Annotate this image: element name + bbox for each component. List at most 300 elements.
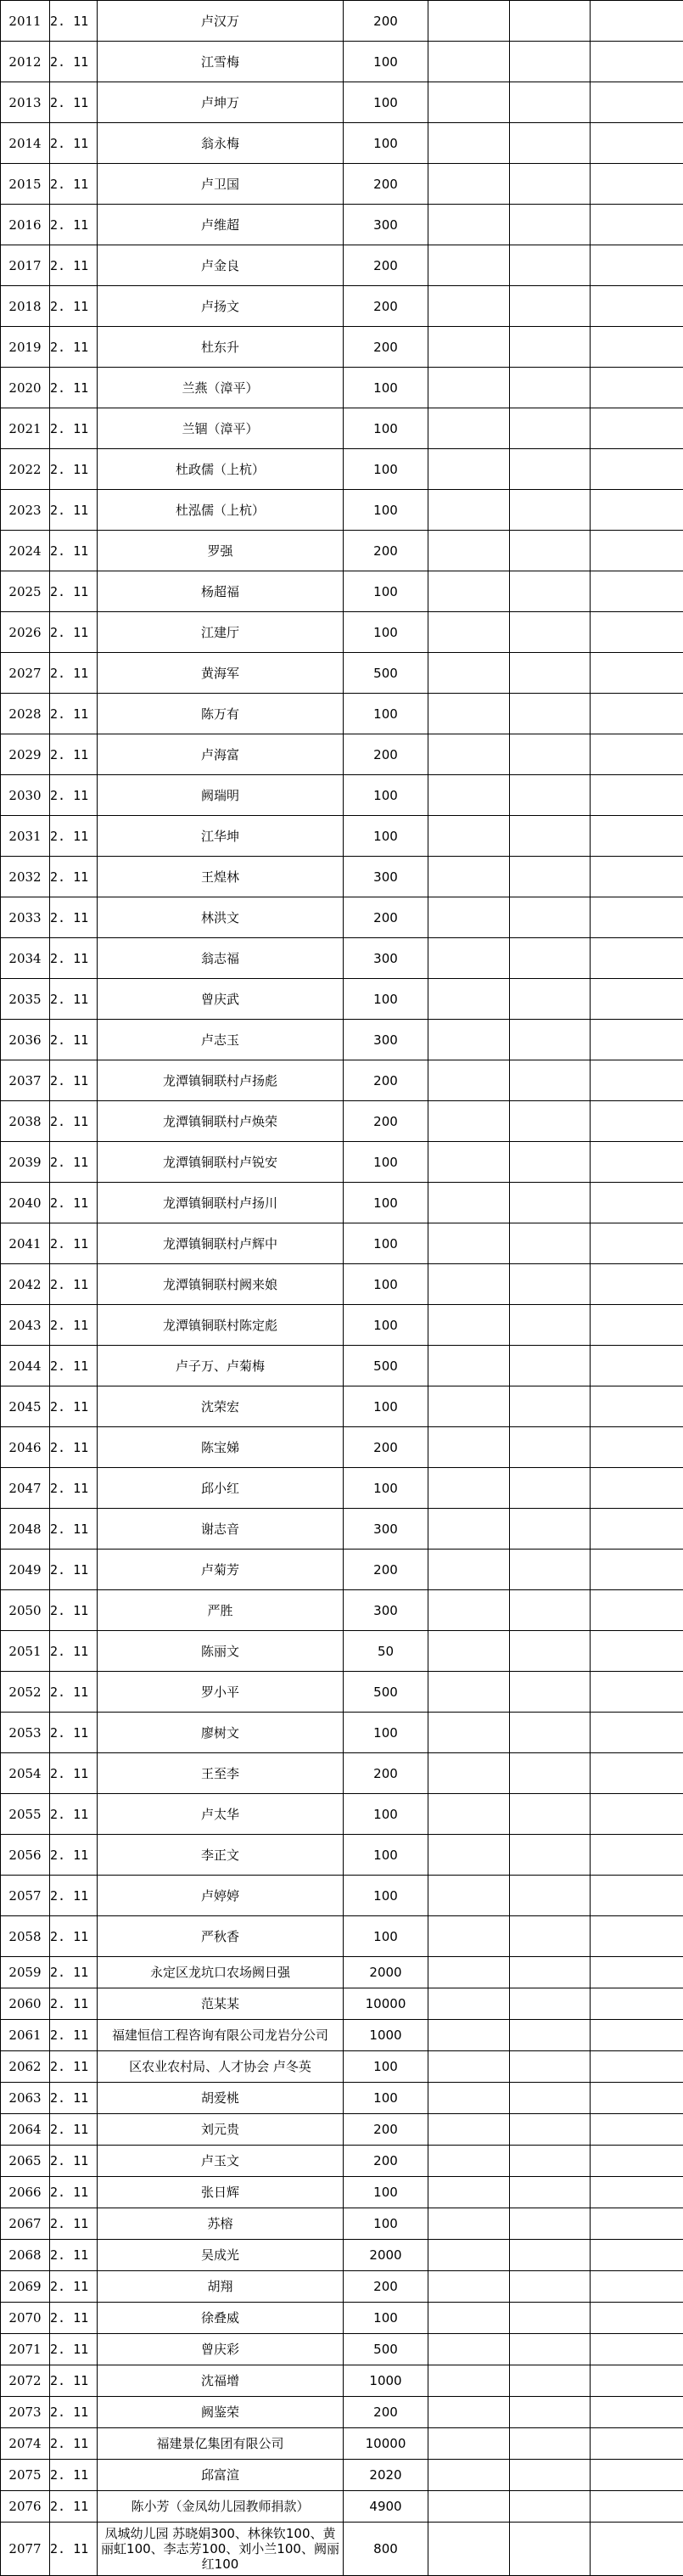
serial-number-cell: 2074 [1,2428,50,2460]
donor-name-cell: 龙潭镇铜联村卢扬川 [98,1183,344,1223]
serial-number-cell: 2042 [1,1264,50,1305]
empty-cell [591,1183,683,1223]
empty-cell [428,1223,510,1264]
table-row [1,653,683,694]
empty-cell [428,1631,510,1672]
empty-cell [428,1142,510,1183]
date-cell: 2. 11 [50,1020,98,1060]
empty-cell [510,2428,591,2460]
date-cell: 2. 11 [50,164,98,205]
serial-number-cell: 2054 [1,1753,50,1794]
donor-name-cell: 李正文 [98,1835,344,1876]
serial-number-cell: 2014 [1,123,50,164]
empty-cell [428,2303,510,2334]
date-cell: 2. 11 [50,1713,98,1753]
table-row [1,1305,683,1346]
empty-cell [510,2303,591,2334]
table-row [1,42,683,82]
date-cell: 2. 11 [50,2240,98,2271]
empty-cell [591,1753,683,1794]
serial-number-cell: 2015 [1,164,50,205]
empty-cell [510,123,591,164]
amount-cell: 300 [344,1509,428,1550]
empty-cell [428,1346,510,1386]
donor-name-cell: 张日辉 [98,2177,344,2208]
amount-cell: 100 [344,42,428,82]
donor-name-cell: 卢玉文 [98,2146,344,2177]
empty-cell [428,979,510,1020]
table-row [1,245,683,286]
amount-cell: 300 [344,205,428,245]
empty-cell [591,2271,683,2303]
empty-cell [591,2334,683,2365]
date-cell: 2. 11 [50,449,98,490]
serial-number-cell: 2056 [1,1835,50,1876]
empty-cell [428,612,510,653]
table-row [1,2460,683,2491]
empty-cell [428,531,510,571]
empty-cell [428,857,510,897]
empty-cell [428,897,510,938]
serial-number-cell: 2026 [1,612,50,653]
amount-cell: 100 [344,1223,428,1264]
empty-cell [591,1468,683,1509]
empty-cell [428,205,510,245]
date-cell: 2. 11 [50,408,98,449]
donor-name-cell: 杜政儒（上杭） [98,449,344,490]
date-cell: 2. 11 [50,897,98,938]
amount-cell: 500 [344,653,428,694]
donor-name-cell: 沈福增 [98,2365,344,2397]
empty-cell [428,2271,510,2303]
date-cell: 2. 11 [50,816,98,857]
serial-number-cell: 2059 [1,1957,50,1988]
empty-cell [591,2146,683,2177]
date-cell: 2. 11 [50,1,98,42]
serial-number-cell: 2066 [1,2177,50,2208]
empty-cell [510,816,591,857]
serial-number-cell: 2064 [1,2114,50,2146]
amount-cell: 200 [344,2114,428,2146]
date-cell: 2. 11 [50,1753,98,1794]
empty-cell [591,653,683,694]
empty-cell [428,1183,510,1223]
empty-cell [510,1876,591,1916]
empty-cell [428,1794,510,1835]
donor-name-cell: 杨超福 [98,571,344,612]
empty-cell [591,286,683,327]
table-row [1,694,683,734]
amount-cell: 100 [344,1916,428,1957]
amount-cell: 200 [344,2146,428,2177]
empty-cell [591,1590,683,1631]
serial-number-cell: 2030 [1,775,50,816]
serial-number-cell: 2029 [1,734,50,775]
date-cell: 2. 11 [50,245,98,286]
empty-cell [428,368,510,408]
date-cell: 2. 11 [50,1468,98,1509]
empty-cell [591,82,683,123]
empty-cell [510,775,591,816]
empty-cell [428,2083,510,2114]
serial-number-cell: 2063 [1,2083,50,2114]
date-cell: 2. 11 [50,612,98,653]
donor-name-cell: 严秋香 [98,1916,344,1957]
empty-cell [510,1060,591,1101]
empty-cell [428,2240,510,2271]
amount-cell: 200 [344,531,428,571]
table-row [1,1916,683,1957]
table-row [1,1672,683,1713]
serial-number-cell: 2017 [1,245,50,286]
table-row [1,327,683,368]
date-cell: 2. 11 [50,82,98,123]
empty-cell [591,1988,683,2020]
table-row [1,2208,683,2240]
table-row [1,368,683,408]
date-cell: 2. 11 [50,1590,98,1631]
empty-cell [510,857,591,897]
table-row [1,1427,683,1468]
empty-cell [591,1713,683,1753]
date-cell: 2. 11 [50,1876,98,1916]
empty-cell [510,2523,591,2576]
date-cell: 2. 11 [50,1101,98,1142]
empty-cell [510,1988,591,2020]
amount-cell: 300 [344,1020,428,1060]
empty-cell [591,2303,683,2334]
amount-cell: 100 [344,1386,428,1427]
donor-name-cell: 严胜 [98,1590,344,1631]
donor-name-cell: 曾庆彩 [98,2334,344,2365]
empty-cell [591,2114,683,2146]
date-cell: 2. 11 [50,2303,98,2334]
amount-cell: 200 [344,1,428,42]
empty-cell [510,2365,591,2397]
amount-cell: 200 [344,1101,428,1142]
amount-cell: 200 [344,734,428,775]
empty-cell [510,2020,591,2051]
donor-name-cell: 陈小芳（金凤幼儿园教师捐款） [98,2491,344,2523]
table-row [1,1794,683,1835]
amount-cell: 100 [344,123,428,164]
empty-cell [428,2177,510,2208]
donor-name-cell: 卢维超 [98,205,344,245]
empty-cell [591,449,683,490]
empty-cell [591,1386,683,1427]
empty-cell [591,816,683,857]
serial-number-cell: 2025 [1,571,50,612]
table-row [1,1835,683,1876]
table-row [1,2428,683,2460]
serial-number-cell: 2011 [1,1,50,42]
amount-cell: 10000 [344,1988,428,2020]
table-row [1,897,683,938]
serial-number-cell: 2035 [1,979,50,1020]
serial-number-cell: 2067 [1,2208,50,2240]
donor-name-cell: 龙潭镇铜联村卢锐安 [98,1142,344,1183]
amount-cell: 200 [344,1427,428,1468]
amount-cell: 200 [344,245,428,286]
empty-cell [428,1753,510,1794]
empty-cell [510,1142,591,1183]
empty-cell [428,1386,510,1427]
donor-name-cell: 徐叠威 [98,2303,344,2334]
empty-cell [510,2460,591,2491]
empty-cell [510,2491,591,2523]
donor-name-cell: 陈万有 [98,694,344,734]
serial-number-cell: 2049 [1,1550,50,1590]
table-row [1,2146,683,2177]
empty-cell [428,1264,510,1305]
empty-cell [591,2397,683,2428]
table-row [1,2523,683,2576]
donor-name-cell: 福建景亿集团有限公司 [98,2428,344,2460]
date-cell: 2. 11 [50,205,98,245]
serial-number-cell: 2021 [1,408,50,449]
empty-cell [510,1550,591,1590]
donor-name-cell: 区农业农村局、人才协会 卢冬英 [98,2051,344,2083]
serial-number-cell: 2023 [1,490,50,531]
empty-cell [428,571,510,612]
donor-name-cell: 阙瑞明 [98,775,344,816]
table-row [1,816,683,857]
table-row [1,1346,683,1386]
empty-cell [591,2523,683,2576]
date-cell: 2. 11 [50,1957,98,1988]
empty-cell [510,1468,591,1509]
donor-name-cell: 林洪文 [98,897,344,938]
empty-cell [510,531,591,571]
empty-cell [510,1386,591,1427]
empty-cell [510,571,591,612]
date-cell: 2. 11 [50,2460,98,2491]
date-cell: 2. 11 [50,2334,98,2365]
donor-name-cell: 江华坤 [98,816,344,857]
empty-cell [428,1916,510,1957]
serial-number-cell: 2019 [1,327,50,368]
empty-cell [510,734,591,775]
empty-cell [591,1835,683,1876]
table-row [1,1468,683,1509]
amount-cell: 100 [344,1305,428,1346]
date-cell: 2. 11 [50,1427,98,1468]
table-row [1,857,683,897]
empty-cell [510,2146,591,2177]
serial-number-cell: 2070 [1,2303,50,2334]
serial-number-cell: 2068 [1,2240,50,2271]
serial-number-cell: 2038 [1,1101,50,1142]
amount-cell: 100 [344,571,428,612]
empty-cell [510,979,591,1020]
serial-number-cell: 2060 [1,1988,50,2020]
amount-cell: 300 [344,1590,428,1631]
table-row [1,408,683,449]
table-row [1,1988,683,2020]
empty-cell [591,1631,683,1672]
empty-cell [428,1101,510,1142]
amount-cell: 100 [344,2083,428,2114]
empty-cell [591,938,683,979]
date-cell: 2. 11 [50,368,98,408]
empty-cell [591,2083,683,2114]
donor-name-cell: 曾庆武 [98,979,344,1020]
empty-cell [591,1916,683,1957]
empty-cell [510,1794,591,1835]
serial-number-cell: 2046 [1,1427,50,1468]
empty-cell [591,205,683,245]
table-row [1,2083,683,2114]
serial-number-cell: 2050 [1,1590,50,1631]
amount-cell: 200 [344,164,428,205]
date-cell: 2. 11 [50,571,98,612]
donor-name-cell: 卢子万、卢菊梅 [98,1346,344,1386]
empty-cell [428,1590,510,1631]
amount-cell: 10000 [344,2428,428,2460]
serial-number-cell: 2032 [1,857,50,897]
empty-cell [591,571,683,612]
empty-cell [510,449,591,490]
date-cell: 2. 11 [50,938,98,979]
empty-cell [510,612,591,653]
amount-cell: 500 [344,2334,428,2365]
empty-cell [510,408,591,449]
serial-number-cell: 2045 [1,1386,50,1427]
empty-cell [591,2020,683,2051]
table-row [1,1183,683,1223]
date-cell: 2. 11 [50,1386,98,1427]
empty-cell [591,1,683,42]
empty-cell [591,2491,683,2523]
empty-cell [591,490,683,531]
empty-cell [591,1305,683,1346]
empty-cell [428,42,510,82]
serial-number-cell: 2037 [1,1060,50,1101]
table-row [1,734,683,775]
serial-number-cell: 2075 [1,2460,50,2491]
amount-cell: 200 [344,897,428,938]
amount-cell: 300 [344,857,428,897]
empty-cell [428,2397,510,2428]
empty-cell [591,42,683,82]
donor-name-cell: 龙潭镇铜联村卢辉中 [98,1223,344,1264]
date-cell: 2. 11 [50,1672,98,1713]
date-cell: 2. 11 [50,531,98,571]
donor-name-cell: 卢海富 [98,734,344,775]
amount-cell: 100 [344,1468,428,1509]
empty-cell [510,1509,591,1550]
empty-cell [428,1672,510,1713]
serial-number-cell: 2018 [1,286,50,327]
empty-cell [510,897,591,938]
empty-cell [510,1020,591,1060]
empty-cell [428,1876,510,1916]
empty-cell [510,2397,591,2428]
donor-name-cell: 吴成光 [98,2240,344,2271]
donor-name-cell: 龙潭镇铜联村陈定彪 [98,1305,344,1346]
serial-number-cell: 2065 [1,2146,50,2177]
serial-number-cell: 2041 [1,1223,50,1264]
empty-cell [428,816,510,857]
serial-number-cell: 2055 [1,1794,50,1835]
empty-cell [428,2460,510,2491]
amount-cell: 800 [344,2523,428,2576]
empty-cell [591,1509,683,1550]
table-row [1,2177,683,2208]
empty-cell [591,612,683,653]
table-row [1,123,683,164]
date-cell: 2. 11 [50,490,98,531]
donor-name-cell: 阙鉴荣 [98,2397,344,2428]
table-row [1,1590,683,1631]
table-row [1,2271,683,2303]
serial-number-cell: 2036 [1,1020,50,1060]
empty-cell [428,82,510,123]
amount-cell: 100 [344,1713,428,1753]
amount-cell: 4900 [344,2491,428,2523]
date-cell: 2. 11 [50,2051,98,2083]
amount-cell: 100 [344,1142,428,1183]
amount-cell: 500 [344,1346,428,1386]
table-row [1,205,683,245]
donor-name-cell: 杜泓儒（上杭） [98,490,344,531]
date-cell: 2. 11 [50,857,98,897]
empty-cell [591,1223,683,1264]
serial-number-cell: 2027 [1,653,50,694]
amount-cell: 1000 [344,2020,428,2051]
donor-name-cell: 黄海军 [98,653,344,694]
empty-cell [428,1988,510,2020]
date-cell: 2. 11 [50,2208,98,2240]
table-row [1,1713,683,1753]
serial-number-cell: 2072 [1,2365,50,2397]
donor-name-cell: 沈荣宏 [98,1386,344,1427]
amount-cell: 100 [344,1794,428,1835]
donor-name-cell: 苏榕 [98,2208,344,2240]
serial-number-cell: 2034 [1,938,50,979]
empty-cell [428,1305,510,1346]
donor-name-cell: 翁永梅 [98,123,344,164]
table-row [1,164,683,205]
empty-cell [510,2271,591,2303]
table-row [1,1509,683,1550]
amount-cell: 100 [344,694,428,734]
serial-number-cell: 2062 [1,2051,50,2083]
empty-cell [591,1957,683,1988]
amount-cell: 2000 [344,1957,428,1988]
empty-cell [591,368,683,408]
date-cell: 2. 11 [50,2020,98,2051]
amount-cell: 200 [344,1550,428,1590]
empty-cell [591,1794,683,1835]
donor-name-cell: 卢汉万 [98,1,344,42]
empty-cell [510,938,591,979]
table-row [1,1060,683,1101]
serial-number-cell: 2024 [1,531,50,571]
serial-number-cell: 2031 [1,816,50,857]
date-cell: 2. 11 [50,1346,98,1386]
amount-cell: 100 [344,979,428,1020]
donor-name-cell: 杜东升 [98,327,344,368]
empty-cell [591,1060,683,1101]
date-cell: 2. 11 [50,979,98,1020]
empty-cell [428,2208,510,2240]
amount-cell: 50 [344,1631,428,1672]
empty-cell [510,1957,591,1988]
date-cell: 2. 11 [50,1305,98,1346]
serial-number-cell: 2047 [1,1468,50,1509]
empty-cell [510,1223,591,1264]
